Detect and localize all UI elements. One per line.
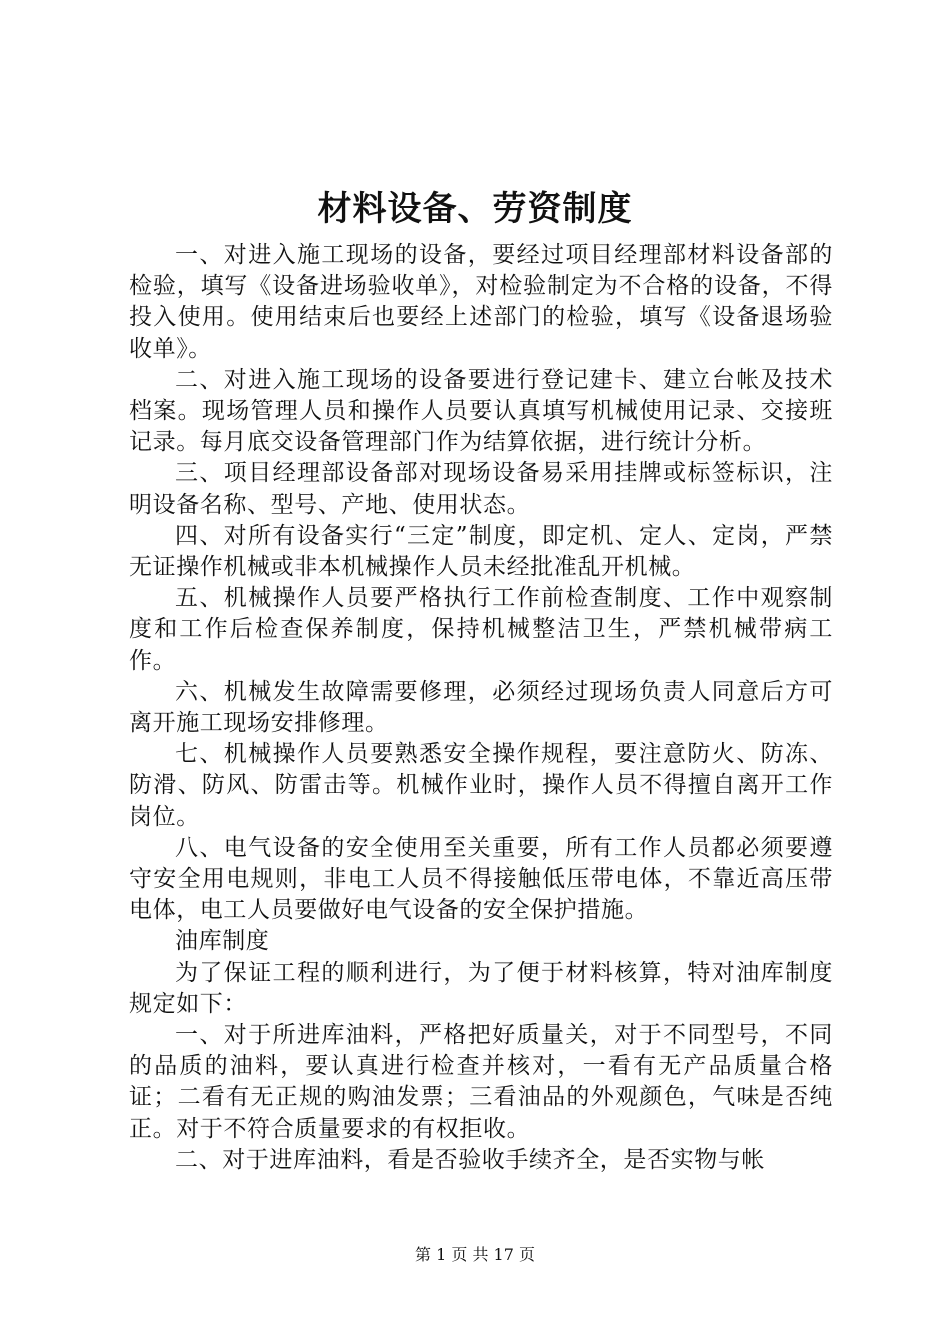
paragraph: 五、机械操作人员要严格执行工作前检查制度、工作中观察制度和工作后检查保养制度，保持机械整洁卫生，严禁机械带病工作。 [129,585,833,674]
paragraph: 一、对于所进库油料，严格把好质量关，对于不同型号，不同的品质的油料，要认真进行检查并核对，一看有无产品质量合格证；二看有无正规的购油发票；三看油品的外观颜色，气味是否纯正。对于不符合质量要求的有权拒收。 [129,1022,833,1142]
paragraph: 为了保证工程的顺利进行，为了便于材料核算，特对油库制度规定如下： [129,959,833,1017]
paragraph: 八、电气设备的安全使用至关重要，所有工作人员都必须要遵守安全用电规则，非电工人员不得接触低压带电体，不靠近高压带电体，电工人员要做好电气设备的安全保护措施。 [129,834,833,924]
paragraph: 二、对进入施工现场的设备要进行登记建卡、建立台帐及技术档案。现场管理人员和操作人员要认真填写机械使用记录、交接班记录。每月底交设备管理部门作为结算依据，进行统计分析。 [129,366,833,456]
document-body [129,240,833,1176]
paragraph: 六、机械发生故障需要修理，必须经过现场负责人同意后方可离开施工现场安排修理。 [129,678,833,737]
paragraph: 七、机械操作人员要熟悉安全操作规程，要注意防火、防冻、防滑、防风、防雷击等。机械作业时，操作人员不得擅自离开工作岗位。 [129,741,833,830]
page-footer: 第 1 页 共 17 页 [415,1245,535,1264]
paragraph: 四、对所有设备实行“三定”制度，即定机、定人、定岗，严禁无证操作机械或非本机械操作人员未经批准乱开机械。 [129,522,833,581]
section-heading-oil-depot: 油库制度 [175,928,270,955]
paragraph: 一、对进入施工现场的设备，要经过项目经理部材料设备部的检验，填写《设备进场验收单》，对检验制定为不合格的设备，不得投入使用。使用结束后也要经上述部门的检验，填写《设备退场验收单》。 [129,242,833,362]
paragraph: 三、项目经理部设备部对现场设备易采用挂牌或标签标识，注明设备名称、型号、产地、使用状态。 [129,460,833,518]
document-title: 材料设备、劳资制度 [317,189,633,229]
paragraph: 二、对于进库油料，看是否验收手续齐全，是否实物与帐 [175,1146,765,1173]
